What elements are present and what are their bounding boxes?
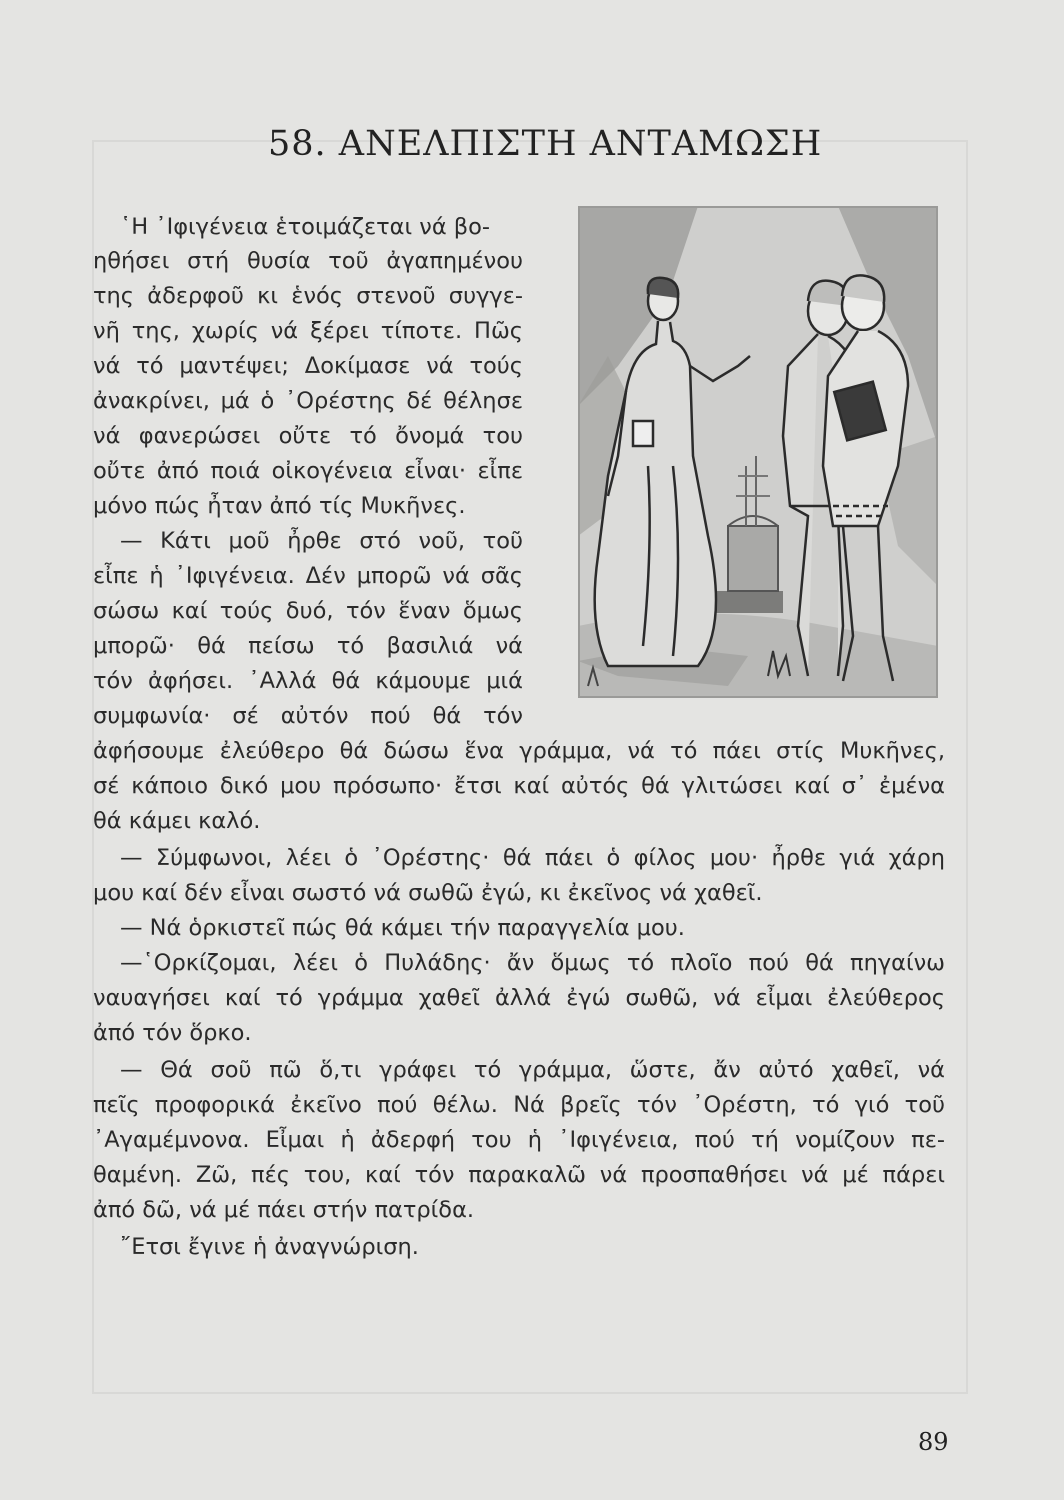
illustration-drawing bbox=[578, 206, 938, 698]
text-line: οὔτε ἀπό ποιά οἰκογένεια εἶναι· εἶπε bbox=[93, 458, 523, 484]
text-line: σέ κάποιο δικό μου πρόσωπο· ἔτσι καί αὐτός θά γλιτώσει καί σ᾿ ἐμένα bbox=[93, 773, 945, 799]
text-line: μου καί δέν εἶναι σωστό νά σωθῶ ἐγώ, κι ἐκεῖνος νά χαθεῖ. bbox=[93, 880, 763, 906]
text-line: ἀνακρίνει, μά ὁ ᾿Ορέστης δέ θέλησε bbox=[93, 388, 523, 414]
text-line: τόν ἀφήσει. ᾿Αλλά θά κάμουμε μιά bbox=[93, 668, 523, 694]
text-line: θαμένη. Ζῶ, πές του, καί τόν παρακαλῶ νά προσπαθήσει νά μέ πάρει bbox=[93, 1162, 945, 1188]
text-line: ῎Ετσι ἔγινε ἡ ἀναγνώριση. bbox=[120, 1234, 419, 1260]
text-line: μπορῶ· θά πείσω τό βασιλιά νά bbox=[93, 633, 523, 659]
text-line: σώσω καί τούς δυό, τόν ἕναν ὅμως bbox=[93, 598, 523, 624]
text-line: — Κάτι μοῦ ἦρθε στό νοῦ, τοῦ bbox=[120, 528, 523, 554]
text-line: μόνο πώς ἦταν ἀπό τίς Μυκῆνες. bbox=[93, 493, 466, 519]
text-line: ηθήσει στή θυσία τοῦ ἀγαπημένου bbox=[93, 248, 523, 274]
text-line: ᾿Αγαμέμνονα. Εἶμαι ἡ ἀδερφή του ἡ ᾿Ιφιγένεια, πού τή νομίζουν πε- bbox=[93, 1127, 945, 1153]
text-line: πεῖς προφορικά ἐκεῖνο πού θέλω. Νά βρεῖς τόν ᾿Ορέστη, τό γιό τοῦ bbox=[93, 1092, 945, 1118]
text-line: — Νά ὁρκιστεῖ πώς θά κάμει τήν παραγγελία μου. bbox=[120, 915, 685, 941]
text-line: ναυαγήσει καί τό γράμμα χαθεῖ ἀλλά ἐγώ σωθῶ, νά εἶμαι ἐλεύθερος bbox=[93, 985, 945, 1011]
text-line: ἀπό δῶ, νά μέ πάει στήν πατρίδα. bbox=[93, 1197, 475, 1223]
text-line: της ἀδερφοῦ κι ἑνός στενοῦ συγγε- bbox=[93, 283, 523, 309]
text-line: νῆ της, χωρίς νά ξέρει τίποτε. Πῶς bbox=[93, 318, 523, 344]
text-line: συμφωνία· σέ αὐτόν πού θά τόν bbox=[93, 703, 523, 729]
text-line: — Σύμφωνοι, λέει ὁ ᾿Ορέστης· θά πάει ὁ φίλος μου· ἦρθε γιά χάρη bbox=[120, 845, 945, 871]
text-line: νά φανερώσει οὔτε τό ὄνομά του bbox=[93, 423, 523, 449]
text-line: εἶπε ἡ ᾿Ιφιγένεια. Δέν μπορῶ νά σᾶς bbox=[93, 563, 523, 589]
text-line: — Θά σοῦ πῶ ὅ,τι γράφει τό γράμμα, ὥστε, ἄν αὐτό χαθεῖ, νά bbox=[120, 1057, 945, 1083]
text-line: θά κάμει καλό. bbox=[93, 808, 261, 834]
text-line: —῾Ορκίζομαι, λέει ὁ Πυλάδης· ἄν ὅμως τό πλοῖο πού θά πηγαίνω bbox=[120, 950, 945, 976]
text-line: ἀφήσουμε ἐλεύθερο θά δώσω ἕνα γράμμα, νά τό πάει στίς Μυκῆνες, bbox=[93, 738, 945, 764]
chapter-title: 58. ΑΝΕΛΠΙΣΤΗ ΑΝΤΑΜΩΣΗ bbox=[268, 124, 823, 164]
illustration-iphigenia-orestes-pylades bbox=[578, 206, 938, 698]
text-line: ῾Η ᾿Ιφιγένεια ἑτοιμάζεται νά βο- bbox=[120, 214, 491, 240]
text-line: ἀπό τόν ὅρκο. bbox=[93, 1020, 252, 1046]
page-number: 89 bbox=[918, 1428, 949, 1456]
text-line: νά τό μαντέψει; Δοκίμασε νά τούς bbox=[93, 353, 523, 379]
